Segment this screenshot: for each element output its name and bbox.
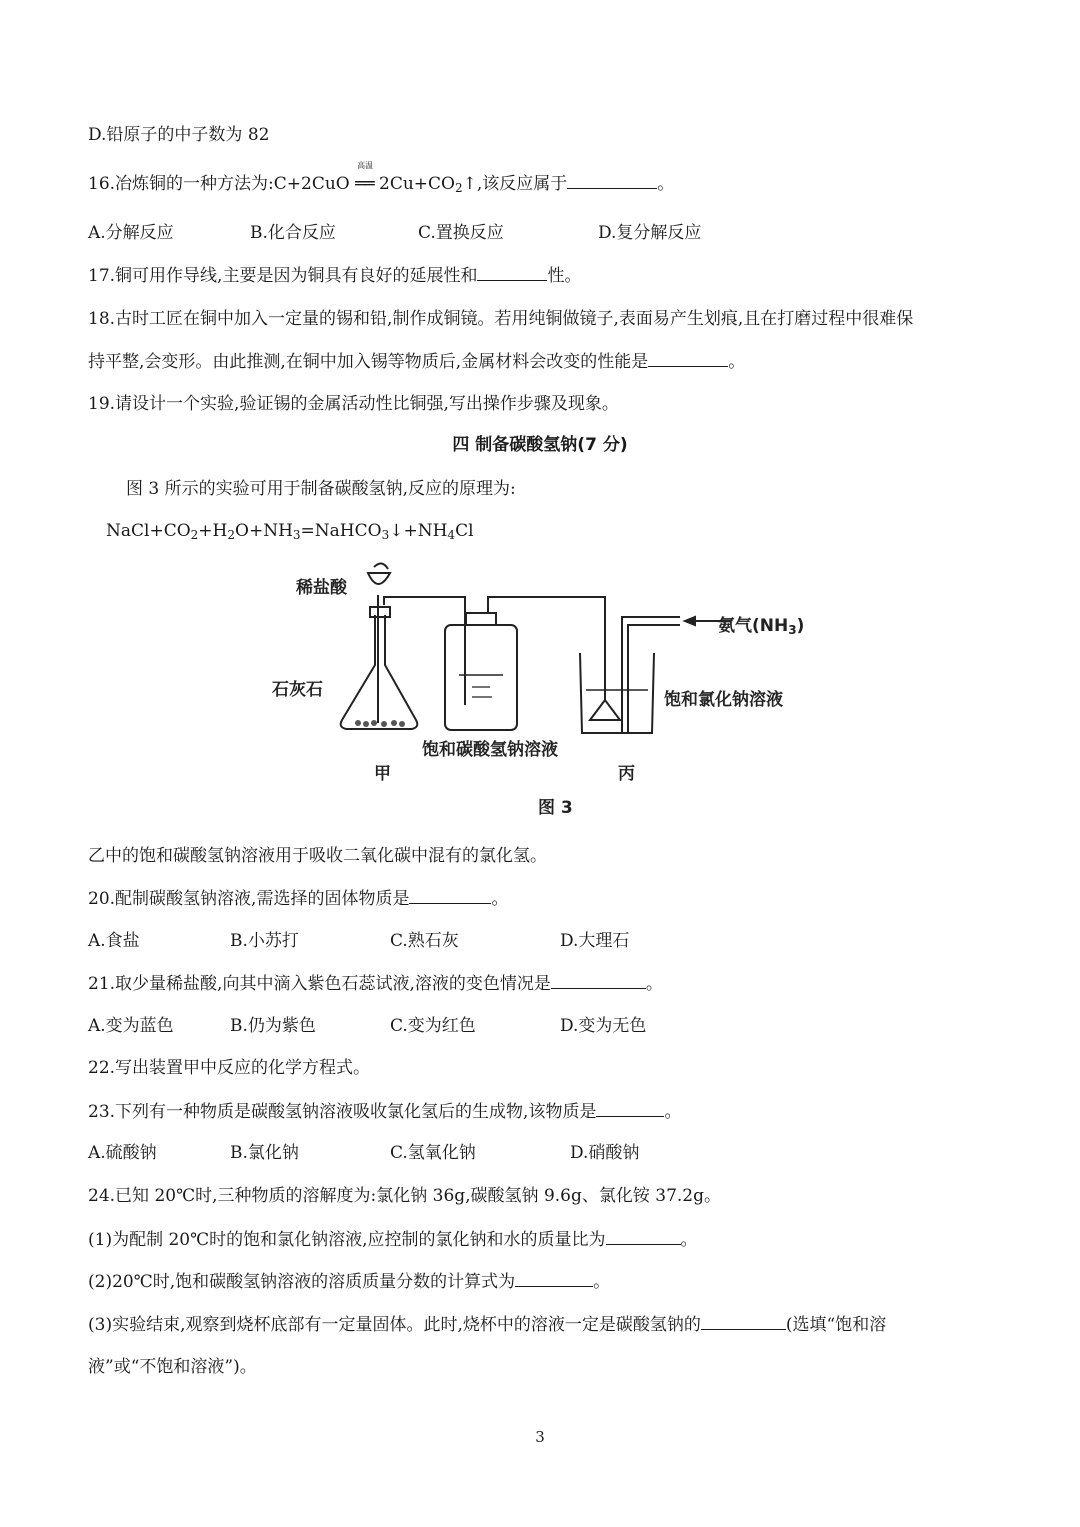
gas-washing-bottle [445, 625, 517, 730]
ammonia-tube [622, 617, 680, 733]
question-22: 22.写出装置甲中反应的化学方程式。 [88, 1058, 371, 1078]
label-nahco3-solution: 饱和碳酸氢钠溶液 [422, 740, 558, 760]
option-a[interactable]: A.硫酸钠 [88, 1143, 157, 1163]
answer-blank[interactable] [596, 1100, 664, 1117]
figure-3-apparatus [260, 555, 840, 820]
connecting-tube-2 [488, 597, 605, 700]
inverted-funnel [590, 700, 620, 720]
answer-blank[interactable] [477, 264, 547, 281]
question-18-line1: 18.古时工匠在铜中加入一定量的锡和铅,制作成铜镜。若用纯铜做镜子,表面易产生划痕,且在打磨过程中很难保 [88, 309, 914, 329]
answer-blank[interactable] [551, 972, 646, 989]
option-b[interactable]: B.化合反应 [250, 223, 336, 243]
label-limestone: 石灰石 [272, 680, 323, 700]
answer-blank[interactable] [606, 1228, 681, 1245]
option-d[interactable]: D.大理石 [560, 931, 630, 951]
label-ammonia: 氨气$(NH_3)$ [718, 616, 805, 637]
option-b[interactable]: B.仍为紫色 [230, 1016, 316, 1036]
option-a[interactable]: A.变为蓝色 [88, 1016, 174, 1036]
bottle-stopper [466, 613, 496, 625]
option-b[interactable]: B.氯化钠 [230, 1143, 299, 1163]
after-figure-text: 乙中的饱和碳酸氢钠溶液用于吸收二氧化碳中混有的氯化氢。 [88, 846, 547, 866]
question-19: 19.请设计一个实验,验证锡的金属活动性比铜强,写出操作步骤及现象。 [88, 394, 619, 414]
option-a[interactable]: A.食盐 [88, 931, 140, 951]
question-24-2: (2)20℃时,饱和碳酸氢钠溶液的溶质质量分数的计算式为 。 [88, 1272, 611, 1292]
question-17: 17.铜可用作导线,主要是因为铜具有良好的延展性和 性。 [88, 266, 582, 286]
option-c[interactable]: C.氢氧化钠 [390, 1143, 476, 1163]
funnel-handle [374, 563, 388, 569]
label-nacl-solution: 饱和氯化钠溶液 [664, 690, 783, 710]
option-d[interactable]: D.硝酸钠 [570, 1143, 640, 1163]
label-acid: 稀盐酸 [296, 578, 347, 598]
option-c[interactable]: C.熟石灰 [390, 931, 459, 951]
question-20: 20.配制碳酸氢钠溶液,需选择的固体物质是 。 [88, 889, 509, 909]
question-23: 23.下列有一种物质是碳酸氢钠溶液吸收氯化氢后的生成物,该物质是 。 [88, 1102, 682, 1122]
reaction-condition: 高温 ══ [355, 161, 374, 194]
option-b[interactable]: B.小苏打 [230, 931, 299, 951]
reaction-equation: $NaCl+CO_2+H_2O+NH_3=NaHCO_3↓+NH_4Cl$ [106, 521, 474, 542]
question-24: 24.已知 20℃时,三种物质的溶解度为:氯化钠 36g,碳酸氢钠 9.6g、氯化铵 37.2g。 [88, 1186, 721, 1206]
stopper [370, 607, 390, 617]
separating-funnel [368, 573, 390, 584]
question-18-line2: 持平整,会变形。由此推测,在铜中加入锡等物质后,金属材料会改变的性能是 。 [88, 352, 746, 372]
question-24-1: (1)为配制 20℃时的饱和氯化钠溶液,应控制的氯化钠和水的质量比为 。 [88, 1230, 698, 1250]
option-c[interactable]: C.变为红色 [390, 1016, 476, 1036]
question-16: 16.冶炼铜的一种方法为:C+2CuO 高温 ══ $2Cu+CO_2↑$,该反应属于 。 [88, 161, 675, 195]
section-title: 四 制备碳酸氢钠(7 分) [452, 435, 628, 455]
intro-text: 图 3 所示的实验可用于制备碳酸氢钠,反应的原理为: [126, 479, 516, 499]
label-bing: 丙 [618, 764, 635, 784]
answer-blank[interactable] [648, 350, 728, 367]
answer-blank[interactable] [515, 1270, 593, 1287]
answer-blank[interactable] [567, 172, 657, 189]
option-d-line: D.铅原子的中子数为 82 [88, 125, 270, 145]
page-number: 3 [535, 1428, 545, 1446]
question-24-3-line2: 液”或“不饱和溶液”)。 [88, 1357, 257, 1377]
answer-blank[interactable] [409, 887, 491, 904]
label-jia: 甲 [374, 764, 391, 784]
figure-caption: 图 3 [538, 798, 573, 818]
question-21: 21.取少量稀盐酸,向其中滴入紫色石蕊试液,溶液的变色情况是 。 [88, 974, 663, 994]
question-24-3-line1: (3)实验结束,观察到烧杯底部有一定量固体。此时,烧杯中的溶液一定是碳酸氢钠的 (选填“饱和溶 [88, 1315, 887, 1335]
option-c[interactable]: C.置换反应 [418, 223, 504, 243]
option-d[interactable]: D.变为无色 [560, 1016, 647, 1036]
connecting-tube-1 [384, 597, 465, 605]
arrow-head [685, 617, 695, 625]
answer-blank[interactable] [701, 1313, 786, 1330]
limestone-pieces [355, 720, 405, 727]
option-d[interactable]: D.复分解反应 [598, 223, 702, 243]
option-a[interactable]: A.分解反应 [88, 223, 174, 243]
